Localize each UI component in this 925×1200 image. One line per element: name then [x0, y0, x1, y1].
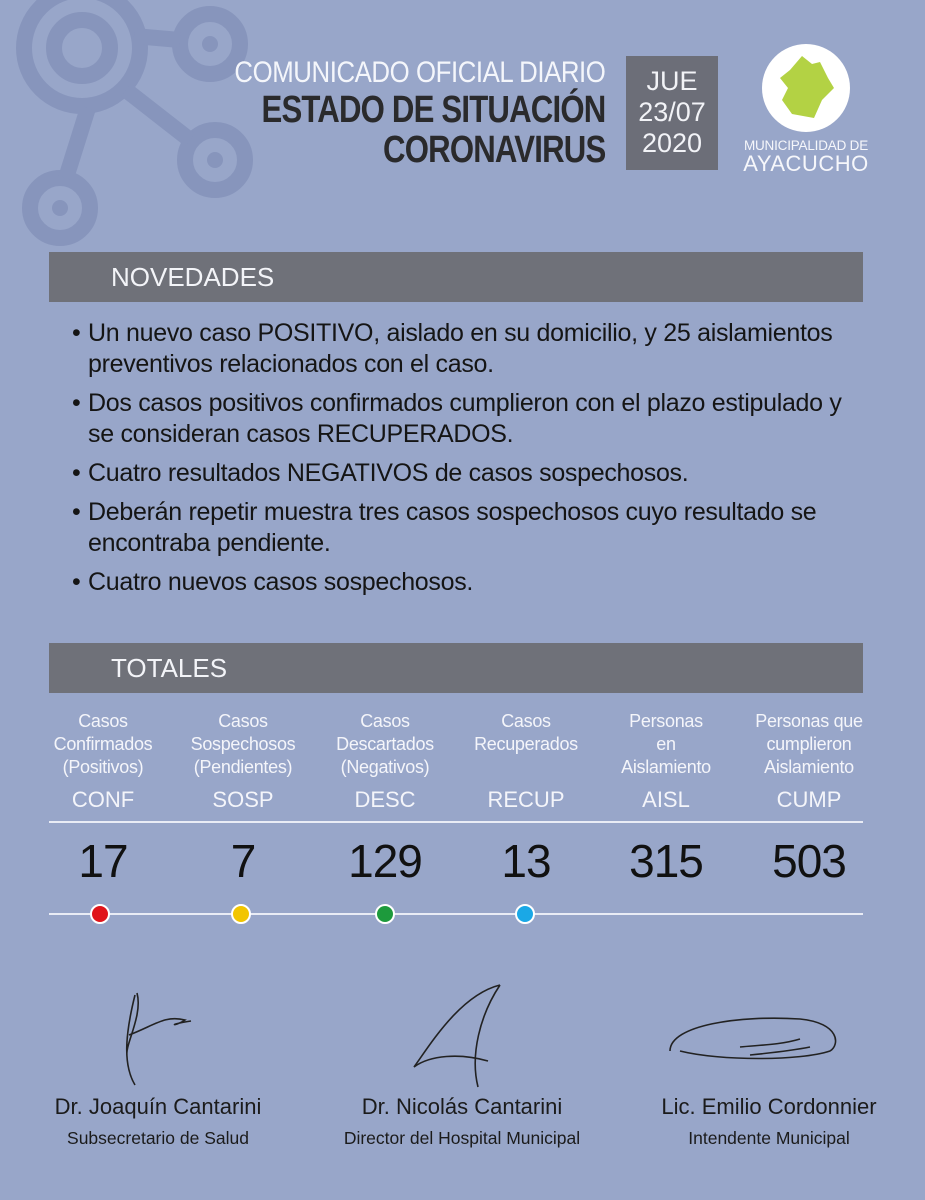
- indicator-line: [49, 913, 863, 915]
- header-line3: CORONAVIRUS: [382, 129, 605, 171]
- header-title: [174, 56, 605, 170]
- signer-name-1: Dr. Joaquín Cantarini: [54, 1094, 262, 1119]
- date-day: JUE: [646, 66, 698, 96]
- stat-recup: [461, 710, 591, 813]
- stat-value-cump: 503: [772, 835, 846, 887]
- stat-value-aisl: 315: [629, 835, 703, 887]
- list-item: • Un nuevo caso POSITIVO, aislado en su domicilio, y 25 aislamientos preventivos relacionados con el caso.: [72, 318, 872, 380]
- logo-text-top: MUNICIPALIDAD DE: [743, 138, 869, 153]
- stat-conf: [38, 710, 168, 813]
- stat-value-desc: 129: [348, 835, 422, 887]
- list-item: • Dos casos positivos confirmados cumplieron con el plazo estipulado y se consideran casos RECUPERADOS.: [72, 388, 872, 450]
- list-item: • Cuatro resultados NEGATIVOS de casos sospechosos.: [72, 458, 872, 489]
- stat-label: Personas en Aislamiento: [621, 711, 711, 777]
- date-box: [626, 56, 718, 170]
- stat-desc: [320, 710, 450, 813]
- stat-code: CUMP: [776, 787, 842, 812]
- totales-header: TOTALES: [49, 643, 863, 693]
- stat-code: CONF: [71, 787, 135, 812]
- blue-dot-icon: [515, 904, 535, 924]
- signer-role-2: Director del Hospital Municipal: [343, 1128, 581, 1148]
- stat-sosp: [178, 710, 308, 813]
- stat-label: Casos Sospechosos (Pendientes): [190, 711, 296, 777]
- logo-circle: [762, 44, 850, 132]
- stat-value-recup: 13: [501, 835, 551, 887]
- signer-role-1: Subsecretario de Salud: [67, 1128, 249, 1148]
- stat-label: Personas que cumplieron Aislamiento: [755, 711, 863, 777]
- yellow-dot-icon: [231, 904, 251, 924]
- stat-label: Casos Confirmados (Positivos): [53, 711, 153, 777]
- signer-name-3: Lic. Emilio Cordonnier: [661, 1094, 877, 1119]
- green-dot-icon: [375, 904, 395, 924]
- signature-2: [400, 975, 520, 1095]
- list-item: • Deberán repetir muestra tres casos sospechosos cuyo resultado se encontraba pendiente.: [72, 497, 872, 559]
- stat-value-conf: 17: [78, 835, 128, 887]
- stat-label: Casos Descartados (Negativos): [336, 711, 434, 777]
- red-dot-icon: [90, 904, 110, 924]
- municipality-logo: [736, 44, 876, 175]
- novedades-list: [72, 318, 872, 606]
- header-line1: COMUNICADO OFICIAL DIARIO: [233, 56, 605, 89]
- signer-name-2: Dr. Nicolás Cantarini: [361, 1094, 563, 1119]
- stat-label: Casos Recuperados: [474, 711, 578, 754]
- stat-code: AISL: [642, 787, 690, 812]
- date-daymonth: 23/07: [638, 97, 706, 127]
- map-icon: [762, 44, 850, 132]
- stat-aisl: [601, 710, 731, 813]
- stat-code: RECUP: [487, 787, 565, 812]
- date-year: 2020: [641, 128, 703, 158]
- logo-text-bottom: AYACUCHO: [743, 151, 869, 176]
- stat-code: DESC: [354, 787, 416, 812]
- divider-line: [49, 821, 863, 823]
- signer-role-3: Intendente Municipal: [688, 1128, 850, 1148]
- stat-cump: [744, 710, 874, 813]
- stat-value-sosp: 7: [230, 835, 256, 887]
- stat-code: SOSP: [212, 787, 274, 812]
- header-line2: ESTADO DE SITUACIÓN: [261, 89, 605, 131]
- novedades-header: NOVEDADES: [49, 252, 863, 302]
- signature-3: [660, 975, 850, 1085]
- list-item: • Cuatro nuevos casos sospechosos.: [72, 567, 872, 598]
